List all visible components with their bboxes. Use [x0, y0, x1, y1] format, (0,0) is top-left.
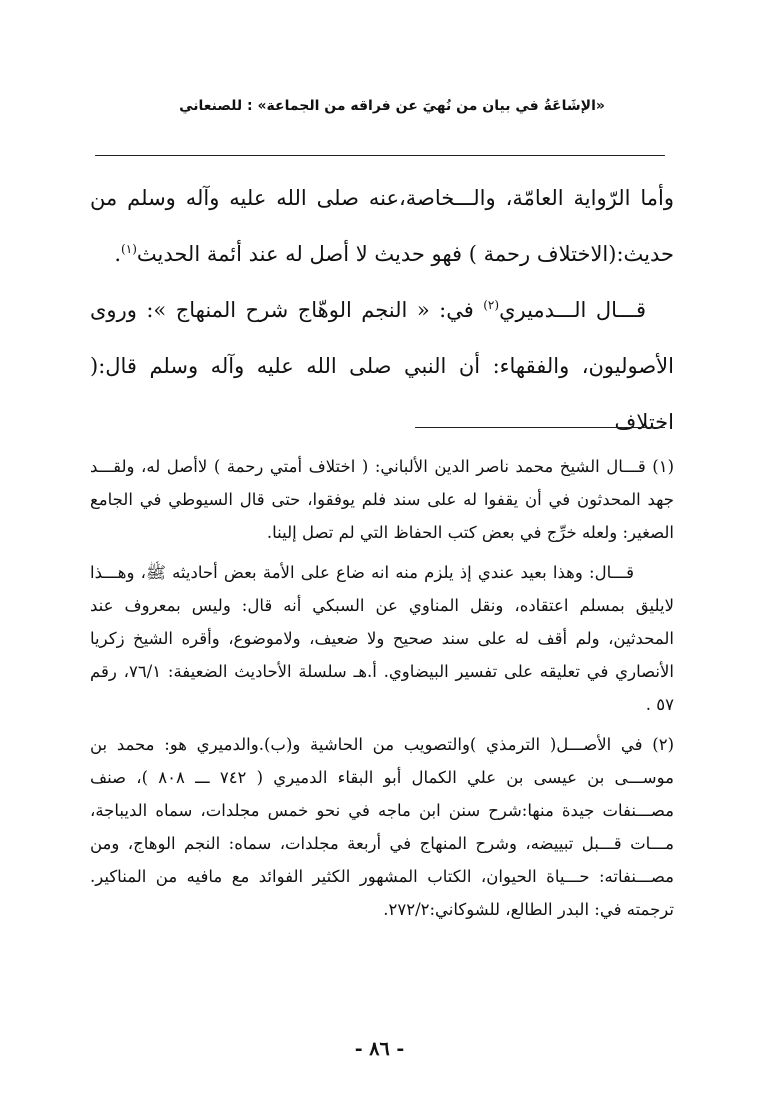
page-number: - ٨٦ - [354, 1038, 405, 1060]
paragraph-2-start: قـــال الـــدميري [499, 298, 646, 322]
paragraph-1-end: . [114, 242, 122, 266]
running-header: «الإشَاعَةُ في بيان من نُهيَ عن فراقه من الجماعة» : للصنعاني [179, 98, 605, 114]
footnotes [90, 450, 674, 933]
paragraph-1-text: وأما الرّواية العامّة، والـــخاصة،عنه صلى الله عليه وآله وسلم من حديث:(الاختلاف رحمة ) فهو حديث لا أصل له عند أئمة الحديث [90, 186, 674, 266]
footnote-ref-2[interactable]: (٢) [483, 298, 500, 312]
footnote-1-continued: قـــال: وهذا بعيد عندي إذ يلزم منه انه ضاع على الأمة بعض أحاديثه ﷺ، وهـــذا لايليق بمسلم اعتقاده، ونقل المناوي عن السبكي أنه قال: وليس بمعروف عند المحدثين، ولم أقف له على سند صحيح ولا ضعيف، ولاموضوع، وأقره الشيخ زكريا الأنصاري في تعليقه على تفسير البيضاوي. أ.هـ سلسلة الأحاديث الضعيفة: ٧٦/١، رقم ٥٧ . [90, 563, 674, 714]
footnote-ref-1[interactable]: (١) [121, 242, 137, 256]
footnote-1: (١) قـــال الشيخ محمد ناصر الدين الألباني: ( اختلاف أمتي رحمة ) لاأصل له، ولقـــد جهد المحدثون في أن يقفوا له على سند فلم يوفقوا، حتى قال السيوطي في الجامع الصغير: ولعله خرِّج في بعض كتب الحفاظ التي لم تصل إلينا. [90, 457, 674, 542]
main-paragraph-2 [90, 282, 674, 450]
main-text [90, 170, 674, 450]
footnote-2: (٢) في الأصـــل( الترمذي )والتصويب من الحاشية و(ب).والدميري هو: محمد بن موســـى بن عيسى بن علي الكمال أبو البقاء الدميري ( ٧٤٢ ـــ ٨٠٨ )، صنف مصـــنفات جيدة منها:شرح سنن ابن ماجه في نحو خمس مجلدات، سماه الديباجة، مـــات قـــبل تبييضه، وشرح المنهاج في أربعة مجلدات، سماه: النجم الوهاج، ومن مصـــنفاته: حـــياة الحيوان، الكتاب المشهور الكثير الفوائد مع مافيه من المناكير. ترجمته في: البدر الطالع، للشوكاني:٢٧٢/٢. [90, 735, 674, 919]
paragraph-2-rest: في: « النجم الوهّاج شرح المنهاج »: وروى الأصوليون، والفقهاء: أن النبي صلى الله عليه وآله وسلم قال:( اختلاف [90, 298, 674, 434]
footnote-divider [415, 427, 665, 428]
header-divider [95, 155, 665, 156]
main-paragraph-1 [90, 170, 674, 282]
